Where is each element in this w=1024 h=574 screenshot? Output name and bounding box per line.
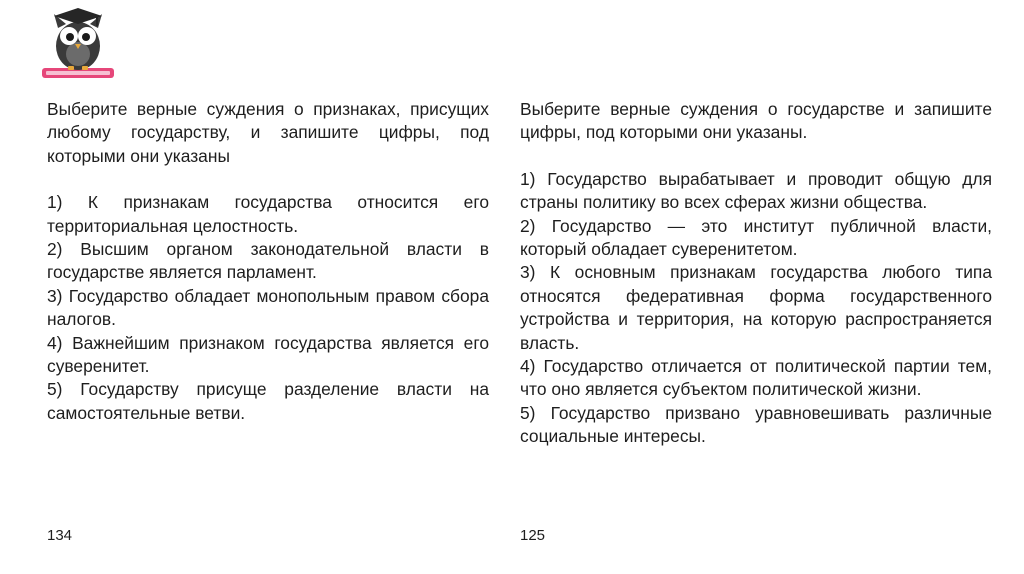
right-question-text: Выберите верные суждения о государстве и запишите цифры, под которыми они указаны.: [520, 99, 992, 143]
left-item-4: 4) Важнейшим признаком государства является его суверенитет.: [47, 332, 489, 377]
left-question-text: Выберите верные суждения о признаках, присущих любому государству, и запишите цифры, под которыми они указаны: [47, 99, 489, 166]
right-item-5: 5) Государство призвано уравновешивать различные социальные интересы.: [520, 402, 992, 447]
right-answer-number: 125: [520, 527, 546, 544]
right-item-4: 4) Государство отличается от политической партии тем, что оно является субъектом политической жизни.: [520, 356, 992, 400]
right-item-1: 1) Государство вырабатывает и проводит общую для страны политику во всех сферах жизни общества.: [520, 168, 992, 213]
left-item-3: 3) Государство обладает монопольным правом сбора налогов.: [47, 285, 489, 330]
right-question-block: [520, 98, 992, 449]
left-question-block: [47, 98, 489, 425]
owl-logo-icon: [40, 6, 116, 84]
left-item-2: 2) Высшим органом законодательной власти в государстве является парламент.: [47, 239, 489, 283]
right-item-2: 2) Государство — это институт публичной власти, который обладает суверенитетом.: [520, 215, 992, 260]
right-item-3: 3) К основным признакам государства любого типа относятся федеративная форма государственного устройства и территория, на которую распространяется власть.: [520, 262, 992, 353]
left-answer-number: 134: [47, 527, 73, 544]
left-item-1: 1) К признакам государства относится его территориальная целостность.: [47, 192, 489, 236]
left-item-5: 5) Государству присуще разделение власти на самостоятельные ветви.: [47, 379, 489, 423]
